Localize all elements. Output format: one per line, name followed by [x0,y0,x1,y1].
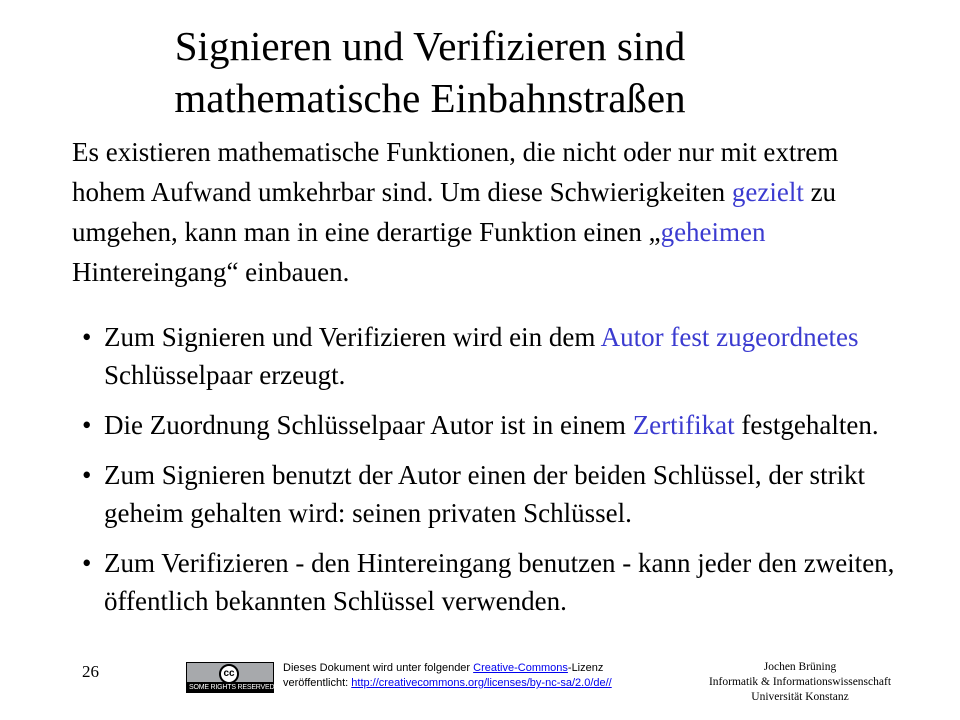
bullet-text: Zum Signieren benutzt der Autor einen der beiden Schlüssel, der strikt geheim gehalten wird: seinen privaten Schlüssel. [104,460,866,528]
bullet-list [82,318,912,632]
author-name: Jochen Brüning [763,661,837,673]
bullet-dot: • [82,460,92,490]
title-line-2: mathematische Einbahnstraßen [174,75,686,121]
bullet-text: Schlüsselpaar erzeugt. [104,360,346,390]
license-text: -Lizenz [567,662,604,674]
slide-title [60,20,800,124]
intro-paragraph [72,132,892,292]
bullet-text: Autor ist in einem [430,410,633,440]
bullet-text: Zum Verifizieren - den Hintereingang benutzen - kann jeder den zweiten, öffentlich bekannten Schlüssel verwenden. [104,548,895,616]
creative-commons-link[interactable]: Creative-Commons [473,662,568,674]
bullet-text: Zum Signieren und Verifizieren wird ein dem [104,322,601,352]
bullet-item [82,456,912,532]
license-text: veröffentlicht: [283,677,352,689]
highlight-gezielt: gezielt [731,177,804,207]
bullet-item [82,544,912,620]
bullet-text: Die Zuordnung Schlüsselpaar [104,410,431,440]
license-text: Dieses Dokument wird unter folgender [283,662,474,674]
highlight-autor-fest-zugeordnetes: Autor fest zugeordnetes [600,322,859,352]
intro-text-2: zu umgehen, kann man in eine derartige Funktion einen „ [72,177,837,247]
bullet-item [82,406,912,444]
author-department: Informatik & Informationswissenschaft [708,676,892,688]
license-url-link[interactable]: http://creativecommons.org/licenses/by-nc-sa/2.0/de// [351,677,612,689]
highlight-zertifikat: Zertifikat [632,410,735,440]
intro-text-1: Es existieren mathematische Funktionen, die nicht oder nur mit extrem hohem Aufwand umkehrbar sind. Um diese Schwierigkeiten [72,137,839,207]
highlight-geheimen: geheimen [660,217,766,247]
bullet-dot: • [82,548,92,578]
page-number: 26 [82,662,99,681]
author-info [690,660,910,705]
title-line-1: Signieren und Verifizieren sind [174,23,686,69]
bullet-item [82,318,912,394]
bullet-dot: • [82,410,92,440]
license-notice [283,661,612,691]
bullet-text: festgehalten. [734,410,879,440]
intro-text-3: Hintereingang“ einbauen. [72,257,350,287]
cc-caption: SOME RIGHTS RESERVED [189,684,275,691]
bullet-dot: • [82,322,92,352]
creative-commons-icon[interactable] [186,662,274,693]
cc-symbol: cc [219,664,239,684]
author-university: Universität Konstanz [751,691,849,703]
